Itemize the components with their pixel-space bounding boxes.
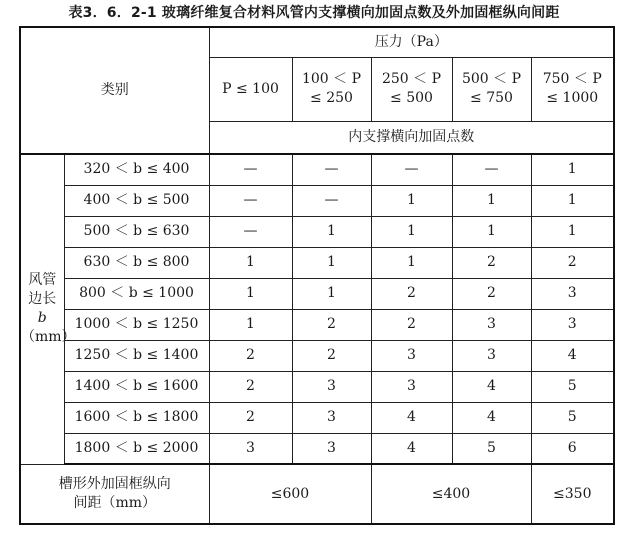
table-cell: 3: [531, 278, 614, 309]
row-range: 500 ＜ b ≤ 630: [64, 216, 209, 247]
table-cell: 1: [531, 216, 614, 247]
table-cell: —: [292, 185, 371, 216]
table-cell: 3: [292, 402, 371, 433]
table-cell: 1: [292, 247, 371, 278]
pressure-range-1: P ≤ 100: [209, 57, 292, 121]
table-cell: 4: [371, 433, 452, 464]
table-cell: 3: [531, 309, 614, 340]
table-cell: 3: [452, 309, 531, 340]
table-cell: 5: [531, 402, 614, 433]
side-label: 风管 边长 b （mm）: [20, 154, 64, 464]
row-range: 630 ＜ b ≤ 800: [64, 247, 209, 278]
table-row: [20, 340, 614, 371]
table-cell: 2: [209, 340, 292, 371]
pressure-range-2: 100 ＜ P ≤ 250: [292, 57, 371, 121]
table-row: [20, 278, 614, 309]
footer-value-1: ≤600: [209, 464, 371, 524]
table-cell: 3: [292, 371, 371, 402]
table-row: [20, 433, 614, 464]
table-cell: —: [452, 154, 531, 185]
table-cell: 2: [292, 340, 371, 371]
pressure-header: 压力（Pa）: [209, 27, 614, 57]
table-cell: 6: [531, 433, 614, 464]
table-row: [20, 216, 614, 247]
spec-table: [19, 26, 615, 525]
row-range: 400 ＜ b ≤ 500: [64, 185, 209, 216]
table-cell: 1: [531, 185, 614, 216]
table-cell: 1: [371, 247, 452, 278]
table-cell: 1: [292, 216, 371, 247]
table-cell: 4: [371, 402, 452, 433]
table-cell: 3: [292, 433, 371, 464]
table-cell: 2: [209, 402, 292, 433]
footer-value-2: ≤400: [371, 464, 531, 524]
table-cell: 2: [452, 278, 531, 309]
table-cell: 2: [292, 309, 371, 340]
row-range: 1000 ＜ b ≤ 1250: [64, 309, 209, 340]
table-cell: 1: [531, 154, 614, 185]
row-range: 1600 ＜ b ≤ 1800: [64, 402, 209, 433]
table-row: [20, 247, 614, 278]
table-cell: 1: [452, 185, 531, 216]
table-row: [20, 371, 614, 402]
table-cell: 1: [371, 216, 452, 247]
table-row: [20, 309, 614, 340]
subheader: 内支撑横向加固点数: [209, 121, 614, 154]
table-cell: 2: [531, 247, 614, 278]
table-cell: 4: [531, 340, 614, 371]
table-cell: 1: [209, 278, 292, 309]
table-cell: 1: [292, 278, 371, 309]
category-header: 类别: [20, 27, 209, 154]
row-range: 1250 ＜ b ≤ 1400: [64, 340, 209, 371]
table-cell: 1: [209, 309, 292, 340]
table-cell: 3: [371, 371, 452, 402]
table-cell: 4: [452, 402, 531, 433]
table-cell: —: [371, 154, 452, 185]
table-cell: 1: [452, 216, 531, 247]
table-cell: 2: [452, 247, 531, 278]
table-title: 表3．6．2-1 玻璃纤维复合材料风管内支撑横向加固点数及外加固框纵向间距: [68, 5, 560, 21]
row-range: 800 ＜ b ≤ 1000: [64, 278, 209, 309]
table-cell: 3: [371, 340, 452, 371]
table-cell: —: [292, 154, 371, 185]
table-cell: 1: [371, 185, 452, 216]
table-cell: 2: [371, 278, 452, 309]
pressure-range-3: 250 ＜ P ≤ 500: [371, 57, 452, 121]
table-row: [20, 154, 614, 185]
table-cell: 4: [452, 371, 531, 402]
footer-label: 槽形外加固框纵向 间距（mm）: [20, 464, 209, 524]
table-cell: —: [209, 216, 292, 247]
table-cell: —: [209, 154, 292, 185]
table-cell: —: [209, 185, 292, 216]
row-range: 320 ＜ b ≤ 400: [64, 154, 209, 185]
table-cell: 3: [209, 433, 292, 464]
table-row: [20, 402, 614, 433]
footer-row: [20, 464, 614, 524]
pressure-range-5: 750 ＜ P ≤ 1000: [531, 57, 614, 121]
table-cell: 5: [531, 371, 614, 402]
row-range: 1400 ＜ b ≤ 1600: [64, 371, 209, 402]
footer-value-3: ≤350: [531, 464, 614, 524]
table-cell: 1: [209, 247, 292, 278]
table-row: [20, 185, 614, 216]
table-cell: 5: [452, 433, 531, 464]
pressure-range-4: 500 ＜ P ≤ 750: [452, 57, 531, 121]
row-range: 1800 ＜ b ≤ 2000: [64, 433, 209, 464]
table-cell: 2: [209, 371, 292, 402]
table-cell: 2: [371, 309, 452, 340]
table-cell: 3: [452, 340, 531, 371]
